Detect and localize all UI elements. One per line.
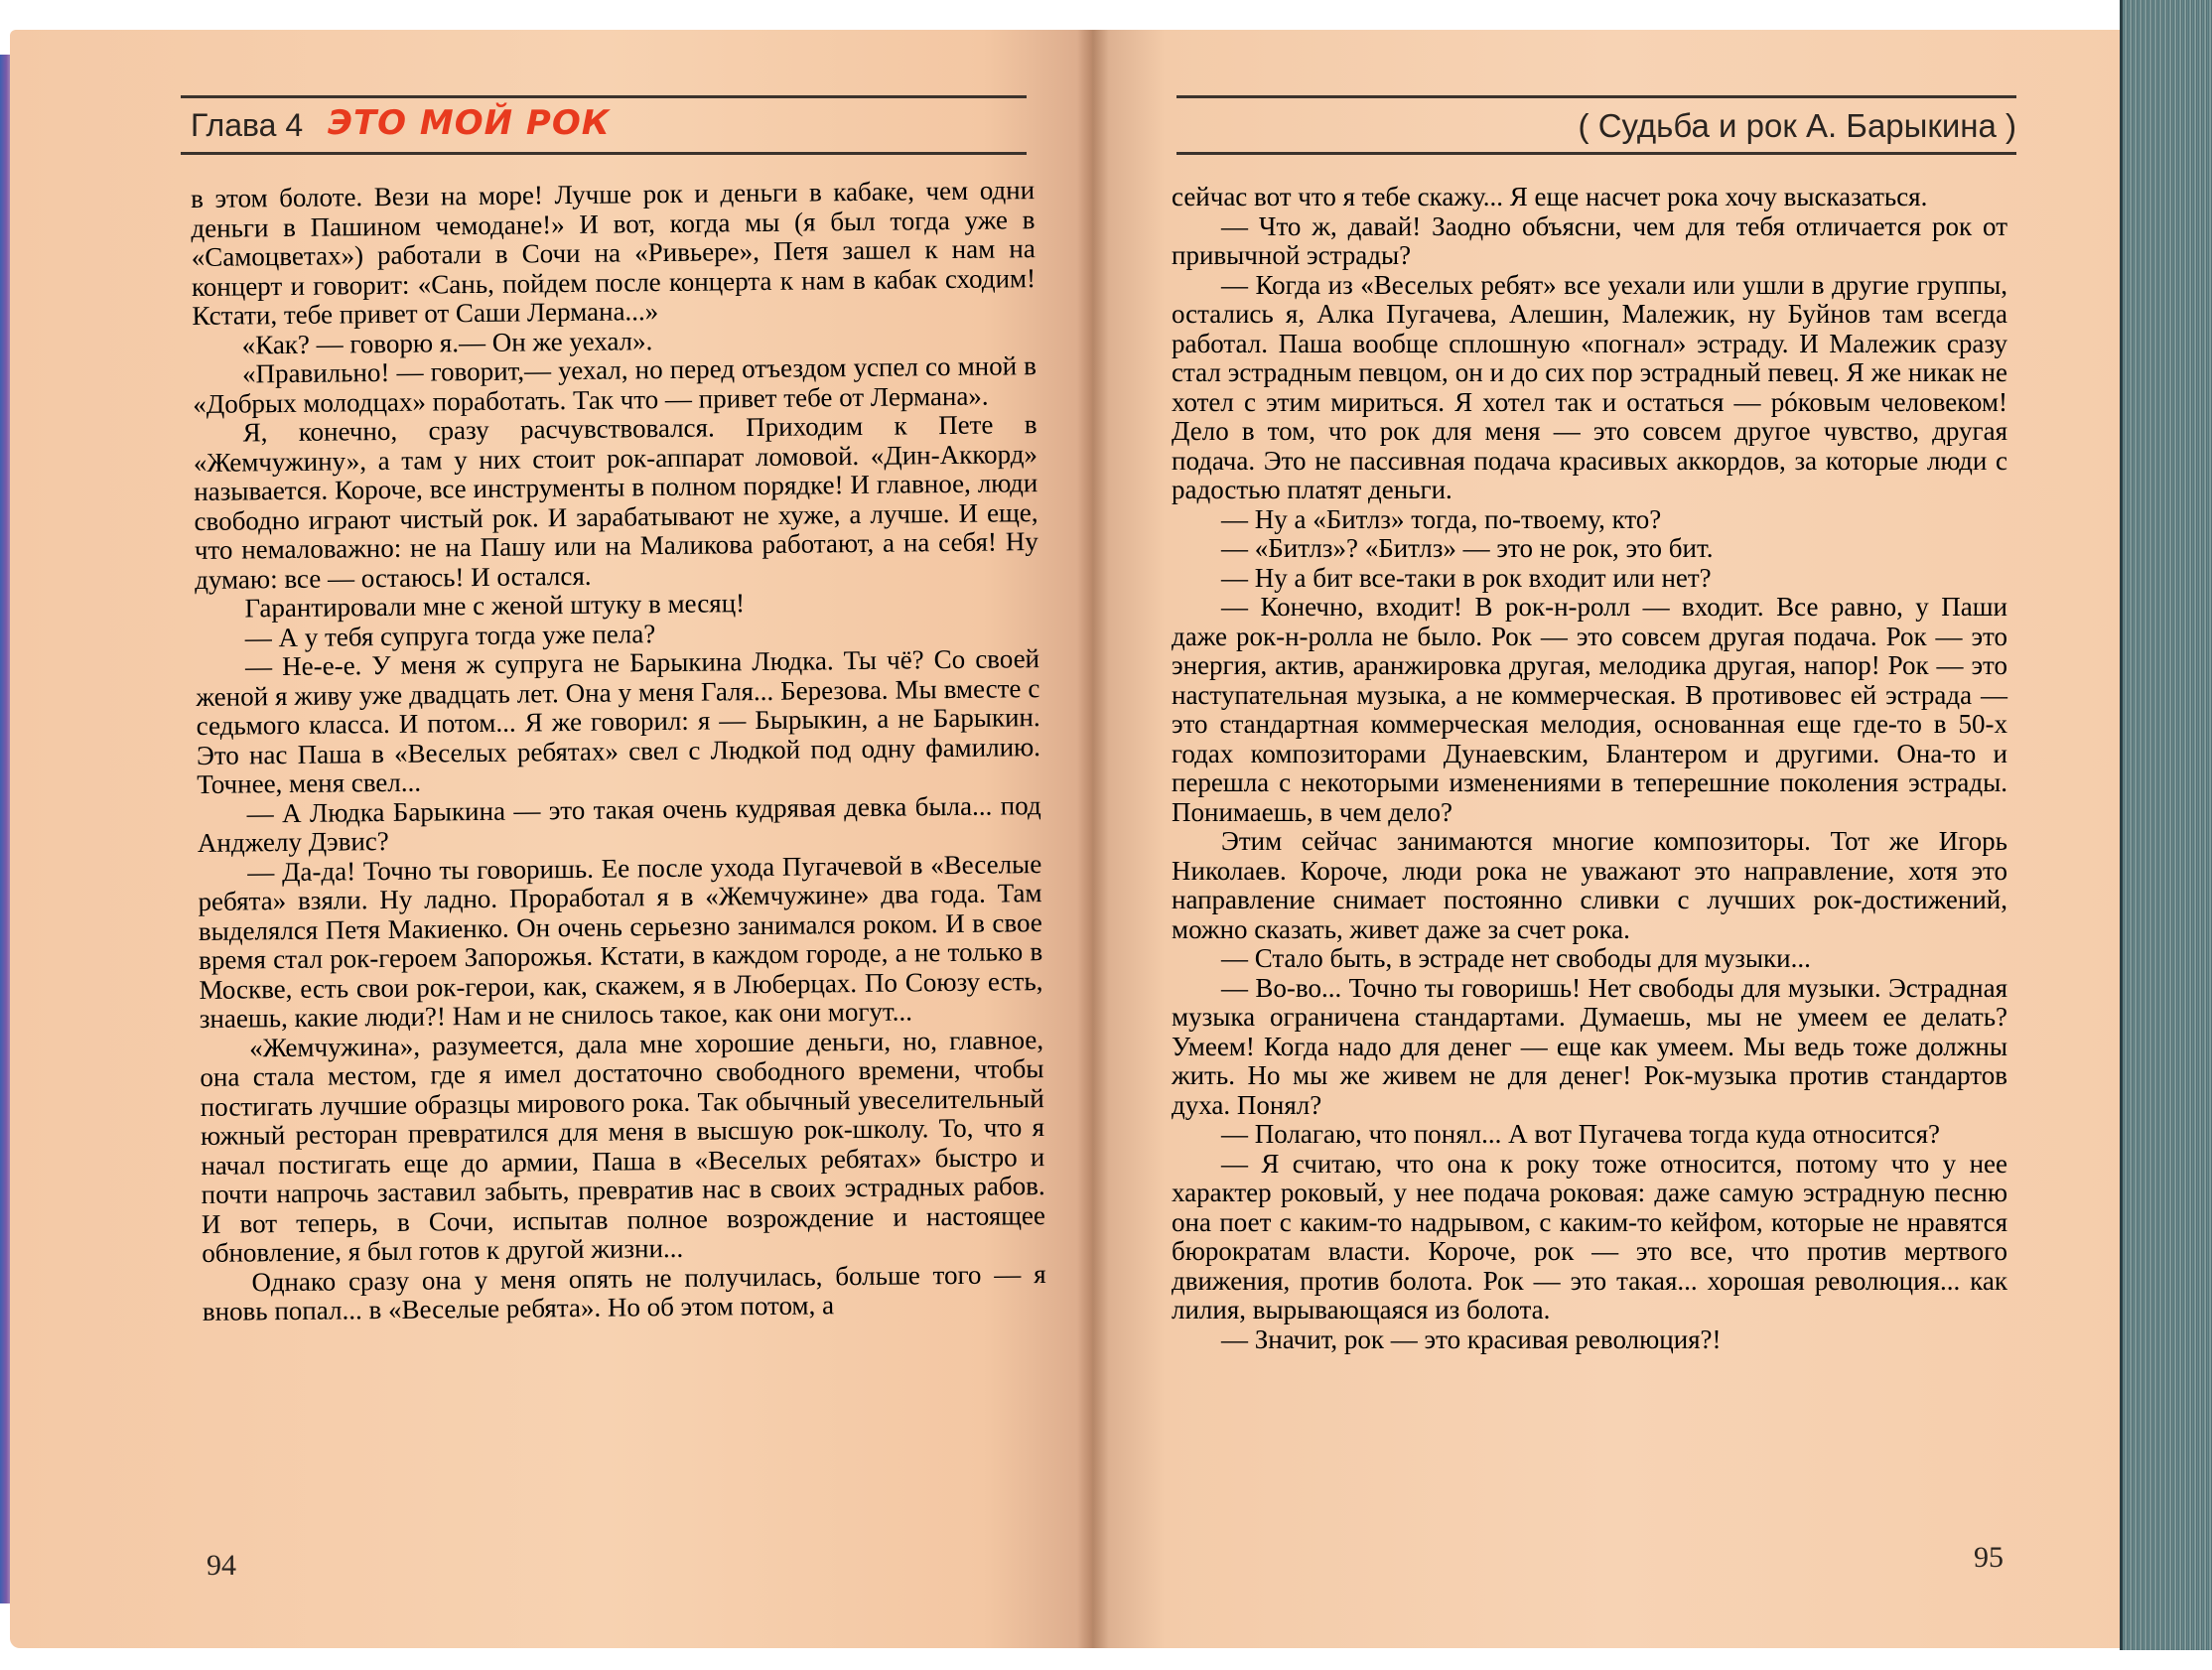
- paragraph: Однако сразу она у меня опять не получилась, больше того — я вновь попал... в «Веселые ребята». Но об этом потом, а: [202, 1258, 1046, 1326]
- paragraph: — Когда из «Веселых ребят» все уехали или ушли в другие группы, остались я, Алка Пугачева, Алешин, Малежик, ну Буйнов там всегда работал. Паша вообще сплошную «погнал» эстраду. И Малежик сразу стал эстрадным певцом, он и до сих пор эстрадный певец. Я же никак не хотел с этим мириться. Я хотел так и остаться — рóковым человеком! Дело в том, что рок для меня — это совсем другое чувство, другая подача. Это не пассивная подача красивых аккордов, за которые люди с радостью платят деньги.: [1172, 269, 2007, 504]
- paragraph: Гарантировали мне с женой штуку в месяц!: [244, 588, 746, 624]
- chapter-title: ЭТО МОЙ РОК: [328, 103, 611, 143]
- chapter-label: Глава 4: [191, 107, 304, 143]
- left-page-text: [191, 176, 1046, 1326]
- paragraph: «Правильно! — говорит,— уехал, но перед отъездом успел со мной в «Добрых молодцах» поработать. Так что — привет тебе от Лермана».: [193, 350, 1037, 419]
- paragraph: Я, конечно, сразу расчувствовался. Приходим к Пете в «Жемчужину», а там у них стоит рок-аппарат ломовой. «Дин-Аккорд» называется. Короче, все инструменты в полном порядке! И главное, люди свободно играют чистый рок. И зарабатывают не хуже, а лучше. И еще, что немаловажно: не на Пашу или на Маликова работают, а на себя! Ну думаю: все — остаюсь! И остался.: [193, 409, 1038, 595]
- page-number-right: 95: [1974, 1541, 2004, 1574]
- paragraph: — Во-во... Точно ты говоришь! Нет свободы для музыки. Эстрадная музыка ограничена стандартами. Думаешь, мы не умеем ее делать? Умеем! Когда надо для денег — еще как умеем. Мы ведь тоже должны жить. Но мы же живем не для денег! Рок-музыка против стандартов духа. Понял?: [1172, 972, 2007, 1120]
- paragraph: — Да-да! Точно ты говоришь. Ее после ухода Пугачевой в «Веселые ребята» взяли. Ну ладно. Проработал я в «Жемчужине» два года. Там выделялся Петя Макиенко. Он очень серьезно занимался роком. И в свое время стал рок-героем Запорожья. Кстати, в каждом городе, а не только в Москве, есть свои рок-герои, как, скажем, я в Люберцах. По Союзу есть, знаешь, какие люди?! Нам и не снилось такое, как они могут...: [198, 848, 1043, 1034]
- paragraph: в этом болоте. Вези на море! Лучше рок и деньги в кабаке, чем одни деньги в Пашином чемодане!» И вот, когда мы (я был тогда уже в «Самоцветах») работали в Сочи на «Ривьере», Петя зашел к нам на концерт и говорит: «Сань, пойдем после концерта к нам в кабак сходим! Кстати, тебе привет от Саши Лермана...»: [190, 175, 1037, 331]
- paragraph: — Не-е-е. У меня ж супруга не Барыкина Людка. Ты чё? Со своей женой я живу уже двадцать лет. Она у меня Галя... Березова. Мы вместе с седьмого класса. И потом... Я же говорил: я — Бырыкин, а не Барыкин. Это нас Паша в «Веселых ребятах» свел с Людкой под одну фамилию. Точнее, меня свел...: [196, 643, 1041, 799]
- right-page-text: [1172, 183, 2007, 1354]
- paragraph: — «Битлз»? «Битлз» — это не рок, это бит.: [1221, 533, 1714, 563]
- page-stack-edge: [2120, 0, 2212, 1650]
- header-rule-top: [1176, 95, 2016, 98]
- paragraph: — Я считаю, что она к року тоже относится, потому что у нее характер роковый, у нее подача роковая: даже самую эстрадную песню она поет с каким-то надрывом, с каким-то кейфом, которые не нравятся бюрократам власти. Короче, рок — это все, что против мертвого движения, против болота. Рок — это такая... хорошая революция... как лилия, вырывающаяся из болота.: [1172, 1148, 2007, 1324]
- running-head: ( Судьба и рок А. Барыкина ): [1578, 107, 2016, 144]
- paragraph: сейчас вот что я тебе скажу... Я еще насчет рока хочу высказаться.: [1172, 182, 1928, 211]
- paragraph: — Значит, рок — это красивая революция?!: [1221, 1323, 1722, 1354]
- book-gutter: [1077, 30, 1109, 1648]
- page-number-left: 94: [207, 1549, 236, 1582]
- header-rule-bottom: [181, 152, 1027, 155]
- paragraph: «Жемчужина», разумеется, дала мне хорошие деньги, но, главное, она стала местом, где я имел достаточно свободного времени, чтобы постигать лучшие образцы мирового рока. Так обычный увеселительный южный ресторан превратился для меня в высшую рок-школу. То, что я начал постигать еще до армии, Паша в «Веселых ребятах» быстро и почти напрочь заставил забыть, превратив нас в своих эстрадных рабов. И вот теперь, в Сочи, испытав полное возрождение и настоящее обновление, я был готов к другой жизни...: [200, 1024, 1046, 1268]
- header-rule-bottom: [1176, 152, 2016, 155]
- paragraph: — Конечно, входит! В рок-н-ролл — входит. Все равно, у Паши даже рок-н-ролла не было. Рок — это совсем другая подача. Рок — это энергия, актив, аранжировка другая, мелодика другая, напор! Рок — это наступательная музыка, а не коммерческая. В противовес ей эстрада — это стандартная коммерческая мелодия, основанная еще где-то в 50-х годах композиторами Дунаевским, Блантером и другими. Она-то и перешла с некоторыми изменениями в теперешние поколения эстрады. Понимаешь, в чем дело?: [1172, 592, 2007, 827]
- paragraph: — Ну а «Битлз» тогда, по-твоему, кто?: [1221, 503, 1662, 534]
- paragraph: — А Людка Барыкина — это такая очень кудрявая девка была... под Анджелу Дэвис?: [197, 789, 1041, 858]
- paragraph: — А у тебя супруга тогда уже пела?: [244, 618, 656, 652]
- paragraph: Этим сейчас занимаются многие композиторы. Тот же Игорь Николаев. Короче, люди рока не уважают это направление, хотя это направление снимает постоянно сливки с лучших рок-достижений, можно сказать, живет даже за счет рока.: [1172, 826, 2007, 944]
- paragraph: «Как? — говорю я.— Он же уехал».: [241, 325, 653, 359]
- paragraph: — Стало быть, в эстраде нет свободы для музыки...: [1221, 943, 1811, 973]
- header-rule-top: [181, 95, 1027, 98]
- paragraph: — Полагаю, что понял... А вот Пугачева тогда куда относится?: [1221, 1119, 1940, 1149]
- paragraph: — Ну а бит все-таки в рок входит или нет?: [1221, 562, 1712, 593]
- right-header: [1176, 95, 2016, 155]
- left-header: [181, 95, 1027, 155]
- paragraph: — Что ж, давай! Заодно объясни, чем для тебя отличается рок от привычной эстрады?: [1172, 210, 2007, 270]
